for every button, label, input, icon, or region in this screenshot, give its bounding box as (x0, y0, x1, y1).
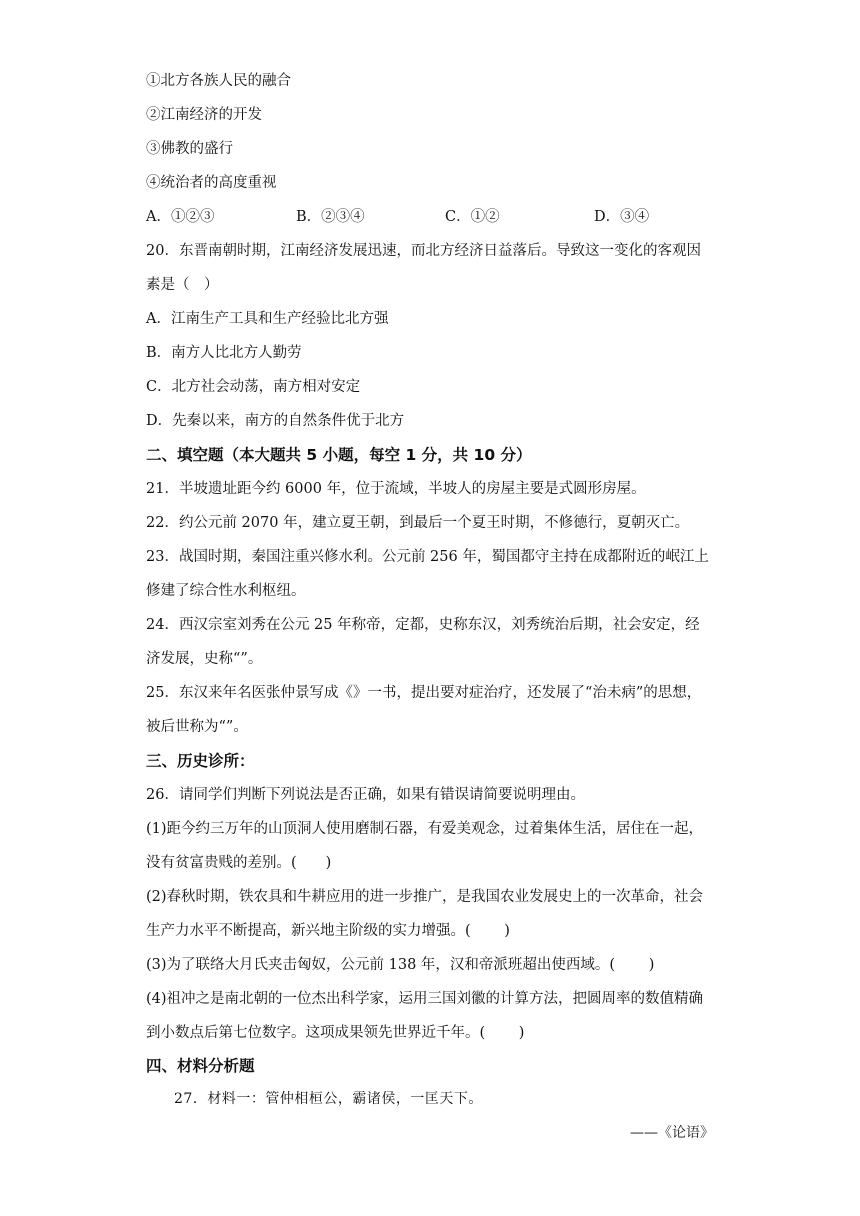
q26-part-3: (3)为了联络大月氏夹击匈奴，公元前 138 年，汉和帝派班超出使西域。( ) (146, 957, 655, 973)
q20-option-c: C．北方社会动荡，南方相对安定 (146, 379, 361, 395)
q27-material-1: 27．材料一：管仲相桓公，霸诸侯，一匡天下。 (174, 1091, 483, 1107)
q23-line-1: 23．战国时期，秦国注重兴修水利。公元前 256 年，蜀国都守主持在成都附近的岷江上 (146, 549, 709, 565)
q19-item-2: ②江南经济的开发 (146, 107, 262, 123)
q26-part-2-line-2: 生产力水平不断提高，新兴地主阶级的实力增强。( ) (146, 923, 510, 939)
q25-line-2: 被后世称为“”。 (146, 719, 248, 735)
q20-stem-line-2: 素是（ ） (146, 277, 219, 293)
q19-option-a: A．①②③ (146, 209, 215, 225)
q26-stem: 26．请同学们判断下列说法是否正确，如果有错误请简要说明理由。 (146, 787, 585, 803)
q21-text: 21．半坡遗址距今约 6000 年，位于流域，半坡人的房屋主要是式圆形房屋。 (146, 481, 646, 497)
q20-stem-line-1: 20．东晋南朝时期，江南经济发展迅速，而北方经济日益落后。导致这一变化的客观因 (146, 243, 701, 259)
q24-line-1: 24．西汉宗室刘秀在公元 25 年称帝，定都，史称东汉，刘秀统治后期，社会安定，经 (146, 617, 700, 633)
q22-text: 22．约公元前 2070 年，建立夏王朝，到最后一个夏王时期，不修德行，夏朝灭亡。 (146, 515, 690, 531)
section-2-heading: 二、填空题（本大题共 5 小题，每空 1 分，共 10 分） (146, 446, 532, 464)
q19-option-d: D．③④ (594, 209, 650, 225)
section-3-heading: 三、历史诊所： (146, 752, 255, 770)
q19-option-b: B．②③④ (296, 209, 365, 225)
q23-line-2: 修建了综合性水利枢纽。 (146, 583, 306, 599)
q19-item-4: ④统治者的高度重视 (146, 175, 277, 191)
section-4-heading: 四、材料分析题 (146, 1057, 255, 1075)
q20-option-d: D．先秦以来，南方的自然条件优于北方 (146, 413, 405, 429)
q24-line-2: 济发展，史称“”。 (146, 651, 263, 667)
q19-item-3: ③佛教的盛行 (146, 141, 233, 157)
q26-part-2-line-1: (2)春秋时期，铁农具和牛耕应用的进一步推广，是我国农业发展史上的一次革命，社会 (146, 889, 704, 905)
q20-option-a: A．江南生产工具和生产经验比北方强 (146, 311, 389, 327)
q19-option-c: C．①② (445, 209, 500, 225)
q27-source: ——《论语》 (630, 1125, 714, 1141)
q26-part-4-line-2: 到小数点后第七位数字。这项成果领先世界近千年。( ) (146, 1025, 525, 1041)
q20-option-b: B．南方人比北方人勤劳 (146, 345, 302, 361)
q26-part-1-line-2: 没有贫富贵贱的差别。( ) (146, 855, 332, 871)
q26-part-4-line-1: (4)祖冲之是南北朝的一位杰出科学家，运用三国刘徽的计算方法，把圆周率的数值精确 (146, 991, 704, 1007)
q26-part-1-line-1: (1)距今约三万年的山顶洞人使用磨制石器，有爱美观念，过着集体生活，居住在一起， (146, 821, 704, 837)
q19-item-1: ①北方各族人民的融合 (146, 73, 291, 89)
q25-line-1: 25．东汉来年名医张仲景写成《》一书，提出要对症治疗，还发展了“治未病”的思想， (146, 685, 702, 701)
